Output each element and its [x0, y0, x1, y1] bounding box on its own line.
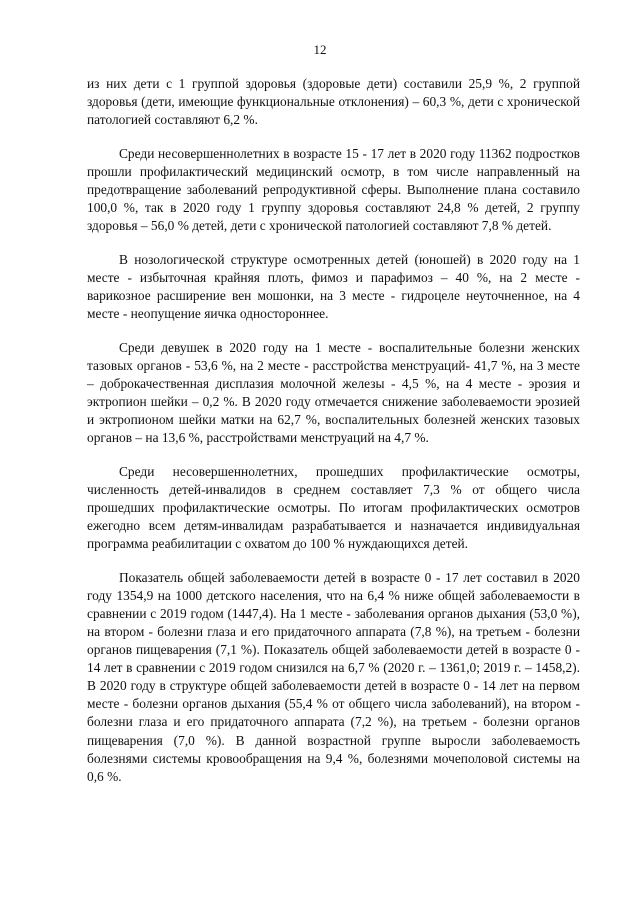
paragraph-adolescents-15-17: Среди несовершеннолетних в возрасте 15 - 17 лет в 2020 году 11362 подростков прошли профилактический медицинский осмотр, в том числе направленный на предотвращение заболеваний репродуктивной сферы. Выполнение плана составило 100,0 %, так в 2020 году 1 группу здоровья составляют 24,8 % детей, 2 группу здоровья – 56,0 % детей, дети с хронической патологией составляют 7,8 % детей.: [87, 145, 580, 234]
paragraph-girls-nosology: Среди девушек в 2020 году на 1 месте - воспалительные болезни женских тазовых органов - 53,6 %, на 2 месте - расстройства менструаций- 41,7 %, на 3 месте – доброкачественная дисплазия молочной железы - 4,5 %, на 4 месте - эрозия и эктропион шейки – 0,2 %. В 2020 году отмечается снижение заболеваемости эрозией и эктропионом шейки матки на 62,7 %, воспалительных болезней женских тазовых органов – на 13,6 %, расстройствами менструаций на 4,7 %.: [87, 339, 580, 446]
body-text: [87, 75, 580, 786]
paragraph-boys-nosology: В нозологической структуре осмотренных детей (юношей) в 2020 году на 1 месте - избыточная крайняя плоть, фимоз и парафимоз – 40 %, на 2 месте - варикозное расширение вен мошонки, на 3 месте - гидроцеле неуточненное, на 4 месте - неопущение яичка одностороннее.: [87, 251, 580, 322]
paragraph-disabled-children: Среди несовершеннолетних, прошедших профилактические осмотры, численность детей-инвалидов в среднем составляет 7,3 % от общего числа прошедших профилактические осмотры. По итогам профилактических осмотров ежегодно всем детям-инвалидам разрабатывается и назначается индивидуальная программа реабилитации с охватом до 100 % нуждающихся детей.: [87, 463, 580, 552]
page-number: 12: [313, 42, 327, 57]
paragraph-health-groups-continuation: из них дети с 1 группой здоровья (здоровые дети) составили 25,9 %, 2 группой здоровья (дети, имеющие функциональные отклонения) – 60,3 %, дети с хронической патологией составляют 6,2 %.: [87, 76, 580, 128]
paragraph-general-morbidity: Показатель общей заболеваемости детей в возрасте 0 - 17 лет составил в 2020 году 1354,9 на 1000 детского населения, что на 6,4 % ниже общей заболеваемости в сравнении с 2019 годом (1447,4). На 1 месте - заболевания органов дыхания (53,0 %), на втором - болезни глаза и его придаточного аппарата (7,8 %), на третьем - болезни органов пищеварения (7,1 %). Показатель общей заболеваемости детей в возрасте 0 - 14 лет в сравнении с 2019 годом снизился на 6,7 % (2020 г. – 1361,0; 2019 г. – 1458,2). В 2020 году в структуре общей заболеваемости детей в возрасте 0 - 14 лет на первом месте - болезни органов дыхания (55,4 % от общего числа заболеваний), на втором - болезни глаза и его придаточного аппарата (7,2 %), на третьем - болезни органов пищеварения (7,0 %). В данной возрастной группе выросли заболеваемость болезнями системы кровообращения на 9,4 %, болезнями мочеполовой системы на 0,6 %.: [87, 569, 580, 784]
